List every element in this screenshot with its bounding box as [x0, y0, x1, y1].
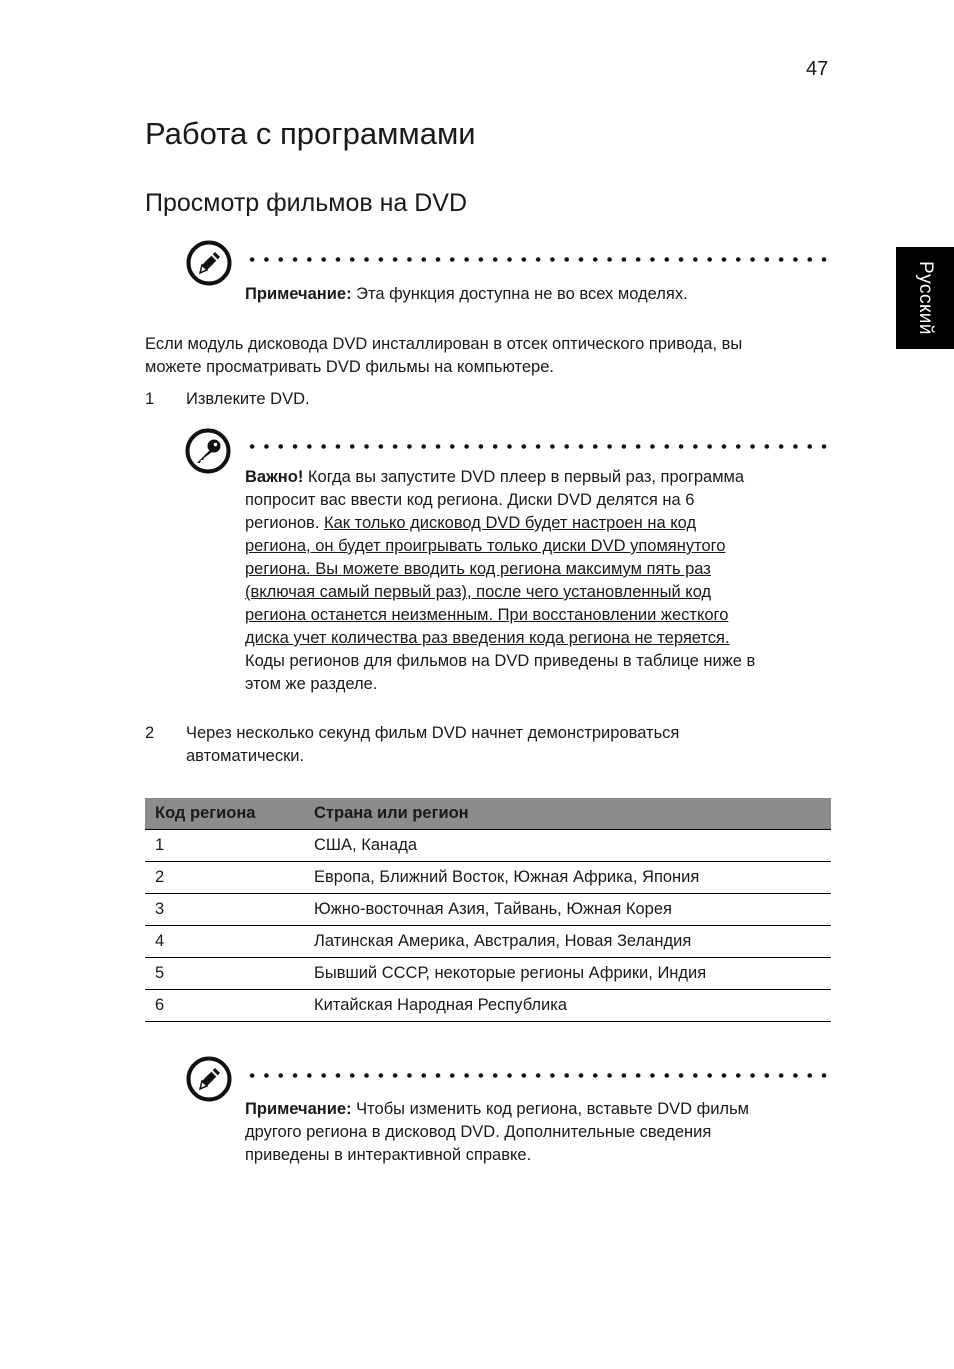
important-underlined-line: региона. Вы можете вводить код региона максимум пять раз [245, 560, 711, 578]
step-number: 2 [145, 724, 155, 742]
important-underlined-line: (включая самый первый раз), после чего установленный код [245, 583, 712, 601]
table-row [145, 958, 831, 990]
step-text: Извлеките DVD. [186, 390, 310, 408]
important-underlined-line: диска учет количества раз введения кода региона не теряется. [245, 629, 730, 647]
region-code: 4 [145, 926, 304, 958]
important-label: Важно! [245, 468, 304, 486]
region-code: 1 [145, 830, 304, 862]
note-separator [245, 257, 831, 262]
region-table [145, 798, 831, 1022]
important-line: попросит вас ввести код региона. Диски DVD делятся на 6 [245, 491, 695, 509]
region-name: Бывший СССР, некоторые регионы Африки, Индия [304, 958, 831, 990]
table-header-row [145, 798, 831, 830]
important-line: Коды регионов для фильмов на DVD приведены в таблице ниже в [245, 652, 756, 670]
region-name: Европа, Ближний Восток, Южная Африка, Япония [304, 862, 831, 894]
table-row [145, 894, 831, 926]
important-text [245, 466, 825, 696]
region-name: США, Канада [304, 830, 831, 862]
important-line: Когда вы запустите DVD плеер в первый раз, программа [303, 468, 745, 486]
language-tab-label: Русский [915, 261, 936, 335]
note-pencil-icon [186, 1056, 232, 1102]
important-line: регионов. [245, 514, 324, 532]
note-label: Примечание: [245, 1100, 352, 1118]
region-name: Китайская Народная Республика [304, 990, 831, 1022]
important-line: этом же разделе. [245, 675, 378, 693]
region-code: 5 [145, 958, 304, 990]
step-number: 1 [145, 390, 155, 408]
intro-line: Если модуль дисковода DVD инсталлирован в отсек оптического привода, вы [145, 335, 743, 353]
key-icon [185, 428, 231, 474]
note-line: другого региона в дисковод DVD. Дополнительные сведения [245, 1123, 712, 1141]
step-line: Через несколько секунд фильм DVD начнет демонстрироваться [186, 724, 680, 742]
intro-paragraph [145, 333, 835, 379]
important-underlined-line: региона, он будет проигрывать только диски DVD упомянутого [245, 537, 726, 555]
section-title: Просмотр фильмов на DVD [145, 189, 468, 217]
note-text [245, 283, 688, 306]
region-name: Латинская Америка, Австралия, Новая Зеландия [304, 926, 831, 958]
note-label: Примечание: [245, 285, 352, 303]
language-tab [896, 247, 954, 349]
note-line: приведены в интерактивной справке. [245, 1146, 532, 1164]
note-text [245, 1098, 825, 1167]
important-separator [245, 444, 831, 449]
region-name: Южно-восточная Азия, Тайвань, Южная Корея [304, 894, 831, 926]
table-row [145, 862, 831, 894]
page-title: Работа с программами [145, 116, 476, 151]
page-number: 47 [806, 58, 829, 80]
step-text [186, 722, 679, 768]
important-underlined-line: Как только дисковод DVD будет настроен на код [324, 514, 697, 532]
table-row [145, 990, 831, 1022]
important-underlined-line: региона останется неизменным. При восстановлении жесткого [245, 606, 729, 624]
note-pencil-icon [186, 240, 232, 286]
table-row [145, 926, 831, 958]
table-row [145, 830, 831, 862]
intro-line: можете просматривать DVD фильмы на компьютере. [145, 358, 554, 376]
region-code: 6 [145, 990, 304, 1022]
region-code: 2 [145, 862, 304, 894]
note-body: Эта функция доступна не во всех моделях. [351, 285, 688, 303]
step-line: автоматически. [186, 747, 305, 765]
table-header: Страна или регион [304, 798, 831, 830]
note-separator [245, 1073, 831, 1078]
note-line: Чтобы изменить код региона, вставьте DVD фильм [351, 1100, 750, 1118]
table-header: Код региона [145, 798, 304, 830]
region-code: 3 [145, 894, 304, 926]
